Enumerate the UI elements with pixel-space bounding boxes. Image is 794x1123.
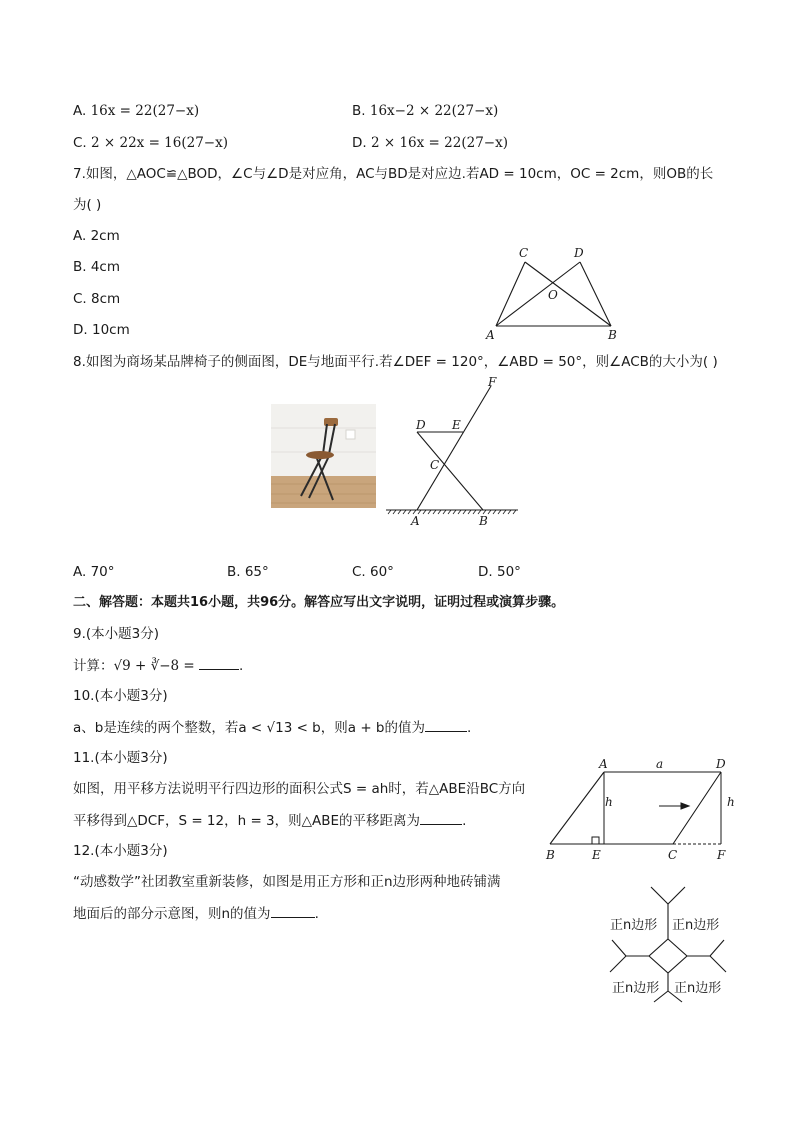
q10-answer-blank xyxy=(425,717,467,732)
q7-label-o: O xyxy=(548,288,558,302)
q8-stem: 8.如图为商场某品牌椅子的侧面图，DE与地面平行.若∠DEF = 120°，∠ABD = 50°，则∠ACB的大小为( ) xyxy=(73,354,718,370)
q11-label-c: C xyxy=(668,848,678,862)
q11-answer-blank xyxy=(420,810,462,825)
q6-option-a: A. 16x = 22(27−x) xyxy=(73,103,200,119)
q12-stem-line2: 地面后的部分示意图，则n的值为 . xyxy=(73,903,319,924)
q7-stem-line1: 7.如图，△AOC≌△BOD，∠C与∠D是对应角，AC与BD是对应边.若AD = 10cm，OC = 2cm，则OB的长 xyxy=(73,166,714,182)
q12-tiling-figure xyxy=(604,884,754,1004)
q12-stem-line1: “动感数学”社团教室重新装修，如图是用正方形和正n边形两种地砖铺满 xyxy=(73,874,501,890)
q8-figure xyxy=(386,376,522,526)
q7-label-c: C xyxy=(519,246,529,260)
q12-label-bottom-left: 正n边形 xyxy=(612,981,660,996)
q8-option-b: B. 65° xyxy=(227,564,269,580)
q6-option-b: B. 16x−2 × 22(27−x) xyxy=(352,103,499,119)
chair-photo xyxy=(271,404,376,508)
q11-label-e: E xyxy=(592,848,601,862)
q8-option-d: D. 50° xyxy=(478,564,521,580)
q7-option-a: A. 2cm xyxy=(73,228,120,244)
q11-label-h-left: h xyxy=(605,795,613,809)
q11-label-f: F xyxy=(717,848,726,862)
q10-header: 10.(本小题3分) xyxy=(73,688,168,704)
q11-header: 11.(本小题3分) xyxy=(73,750,168,766)
q8-label-f: F xyxy=(488,375,497,389)
q8-label-b: B xyxy=(479,514,488,528)
q8-option-c: C. 60° xyxy=(352,564,394,580)
q12-header: 12.(本小题3分) xyxy=(73,843,168,859)
q7-figure xyxy=(480,240,630,350)
q9-answer-blank xyxy=(199,655,239,670)
q6-option-d: D. 2 × 16x = 22(27−x) xyxy=(352,135,508,151)
q6-option-c: C. 2 × 22x = 16(27−x) xyxy=(73,135,228,151)
q7-label-a: A xyxy=(486,328,495,342)
q7-option-c: C. 8cm xyxy=(73,291,121,307)
q11-label-side-a: a xyxy=(656,757,664,771)
q8-label-d: D xyxy=(416,418,426,432)
q11-figure xyxy=(544,756,744,864)
q11-label-b: B xyxy=(546,848,555,862)
q7-stem-line2: 为( ) xyxy=(73,197,102,213)
q10-stem: a、b是连续的两个整数，若a < √13 < b，则a + b的值为 . xyxy=(73,717,471,738)
q11-label-a: A xyxy=(599,757,608,771)
q7-option-d: D. 10cm xyxy=(73,322,130,338)
q11-stem-line1: 如图，用平移方法说明平行四边形的面积公式S = ah时，若△ABE沿BC方向 xyxy=(73,781,526,797)
q9-header: 9.(本小题3分) xyxy=(73,626,160,642)
q8-label-e: E xyxy=(452,418,461,432)
q8-label-a: A xyxy=(411,514,420,528)
q7-label-b: B xyxy=(608,328,617,342)
q8-label-c: C xyxy=(430,458,440,472)
q11-label-h-right: h xyxy=(727,795,735,809)
q12-label-top-left: 正n边形 xyxy=(610,918,658,933)
q7-label-d: D xyxy=(574,246,584,260)
section-2-title: 二、解答题：本题共16小题，共96分。解答应写出文字说明，证明过程或演算步骤。 xyxy=(73,595,565,610)
q7-option-b: B. 4cm xyxy=(73,259,121,275)
q8-option-a: A. 70° xyxy=(73,564,115,580)
q9-stem: 计算：√9 + ∛−8 = . xyxy=(73,655,243,676)
q12-label-bottom-right: 正n边形 xyxy=(674,981,722,996)
q11-label-d: D xyxy=(716,757,726,771)
q12-label-top-right: 正n边形 xyxy=(672,918,720,933)
q12-answer-blank xyxy=(271,903,315,918)
q11-stem-line2: 平移得到△DCF，S = 12，h = 3，则△ABE的平移距离为 . xyxy=(73,810,466,831)
